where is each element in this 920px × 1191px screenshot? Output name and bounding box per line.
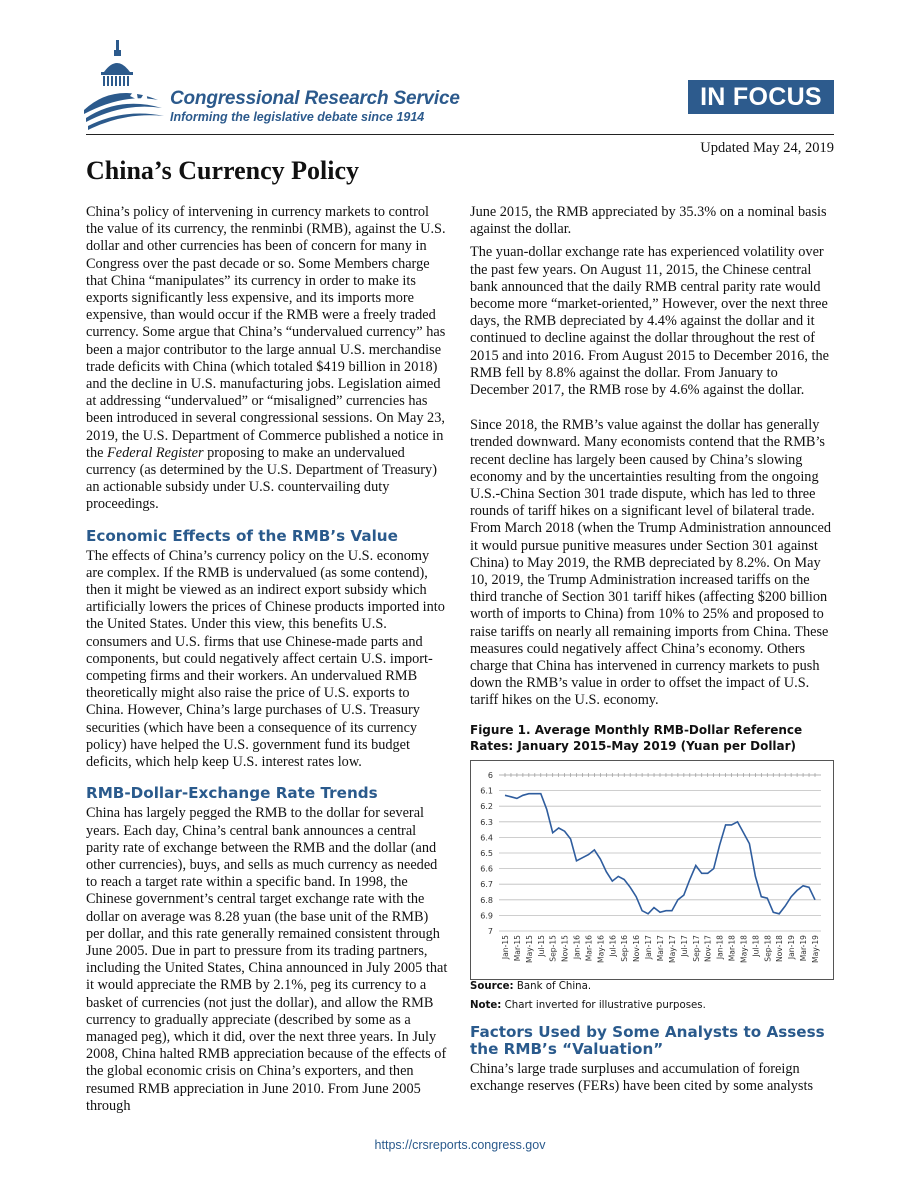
x-tick-label: Mar-18 bbox=[727, 934, 737, 961]
figure-title: Figure 1. Average Monthly RMB-Dollar Reference Rates: January 2015-May 2019 (Yuan per Dollar) bbox=[470, 722, 803, 753]
x-tick-label: Jan-18 bbox=[715, 934, 725, 959]
intro-text-b: proposing to make an undervalued currency (as determined by the U.S. Department of Treasury) an actionable subsidy under U.S. countervailing duty proceedings. bbox=[86, 444, 437, 513]
y-tick-label: 6.6 bbox=[480, 864, 493, 874]
x-tick-label: Nov-18 bbox=[775, 934, 785, 962]
capitol-dome-icon bbox=[84, 38, 174, 130]
y-tick-label: 6.8 bbox=[480, 895, 493, 905]
left-column bbox=[86, 204, 450, 1121]
source-label: Source: bbox=[470, 980, 514, 992]
x-tick-label: Mar-19 bbox=[799, 934, 809, 961]
crs-logo[interactable] bbox=[84, 38, 504, 130]
header-rule bbox=[86, 134, 834, 135]
y-tick-label: 6.3 bbox=[480, 817, 493, 827]
x-tick-label: Jul-16 bbox=[608, 934, 618, 957]
x-tick-label: Mar-15 bbox=[512, 934, 522, 961]
x-tick-label: Jul-15 bbox=[536, 934, 546, 957]
heading-factors: Factors Used by Some Analysts to Assess the RMB’s “Valuation” bbox=[470, 1022, 825, 1058]
x-tick-label: Nov-16 bbox=[632, 934, 642, 962]
trends-paragraph: China has largely pegged the RMB to the dollar for several years. Each day, China’s central bank announces a central parity rate of exchange between the RMB and the dollar (and other currencies), buys, and sells as much currency as needed to reach a target rate within a specific band. In 1998, the Chinese government’s central target exchange rate with the dollar on average was 8.28 yuan (the base unit of the RMB) per dollar, and this rate generally remained consistent through June 2005. Due in part to pressure from its trading partners, including the United States, China announced in July 2005 that it would appreciate the RMB by 2.1%, peg its currency to a basket of currencies (not just the dollar), and allow the RMB currency to gradually appreciate (described by some as a managed peg), which it did, over the next three years. In July 2008, China halted RMB appreciation because of the effects of the global economic crisis on China’s exporters, and then resumed RMB appreciation in June 2010. From June 2005 through bbox=[86, 805, 448, 1114]
x-tick-label: Mar-16 bbox=[584, 934, 594, 961]
paragraph-appreciation: June 2015, the RMB appreciated by 35.3% on a nominal basis against the dollar. bbox=[470, 204, 827, 238]
source-text: Bank of China. bbox=[513, 980, 592, 992]
intro-paragraph bbox=[86, 204, 450, 514]
heading-economic-effects: Economic Effects of the RMB’s Value bbox=[86, 526, 398, 545]
footer-url[interactable]: https://crsreports.congress.gov bbox=[374, 1138, 546, 1152]
effects-paragraph: The effects of China’s currency policy on the U.S. economy are complex. If the RMB is undervalued (as some contend), then it might be viewed as an indirect export subsidy which artificially lowers the prices of Chinese products imported into the United States. Under this view, this benefits U.S. consumers and U.S. firms that use Chinese-made parts and components, but could negatively affect certain U.S. import-competing firms and their workers. An undervalued RMB theoretically might also raise the price of U.S. exports to China. However, China’s large purchases of U.S. Treasury securities (which have been a consequence of its currency policy) have helped the U.S. government fund its budget deficits, which help keep U.S. interest rates low. bbox=[86, 547, 445, 771]
report-header bbox=[0, 0, 920, 185]
x-tick-label: Sep-15 bbox=[548, 934, 558, 962]
exchange-rate-chart bbox=[471, 761, 833, 979]
paragraph-gap bbox=[470, 405, 834, 417]
y-tick-label: 7 bbox=[487, 926, 493, 936]
note-text: Chart inverted for illustrative purposes. bbox=[501, 999, 706, 1011]
note-label: Note: bbox=[470, 999, 502, 1011]
x-tick-label: May-19 bbox=[811, 934, 820, 963]
x-tick-label: May-18 bbox=[739, 934, 749, 963]
x-tick-label: Sep-17 bbox=[691, 934, 701, 962]
y-tick-label: 6.9 bbox=[480, 911, 493, 921]
y-tick-label: 6.5 bbox=[480, 848, 493, 858]
figure-note bbox=[470, 999, 834, 1012]
x-tick-label: May-15 bbox=[524, 934, 534, 963]
in-focus-badge: IN FOCUS bbox=[688, 80, 834, 114]
x-tick-label: Jan-16 bbox=[572, 934, 582, 959]
updated-date: Updated May 24, 2019 bbox=[700, 140, 834, 156]
intro-text-a: China’s policy of intervening in currency markets to control the value of its currency, the renminbi (RMB), against the U.S. dollar and other currencies has been of concern for many in Congress over the past decade or so. Some Members charge that China “manipulates” its currency in order to make its exports significantly less expensive, and its imports more expensive, than would occur if the RMB were a freely traded currency. Some argue that China’s “undervalued currency” has been a major contributor to the large annual U.S. merchandise trade deficits with China (which totaled $419 billion in 2018) and the decline in U.S. manufacturing jobs. Legislation aimed at addressing “undervalued” or “misaligned” currencies has been introduced in several congressional sessions. On May 23, 2019, the U.S. Department of Commerce published a notice in the bbox=[86, 204, 446, 461]
heading-rate-trends: RMB-Dollar-Exchange Rate Trends bbox=[86, 784, 378, 803]
x-tick-label: May-17 bbox=[667, 934, 677, 963]
x-tick-label: Jan-19 bbox=[787, 934, 797, 959]
org-name: Congressional Research Service bbox=[170, 88, 460, 109]
figure-source bbox=[470, 980, 834, 993]
x-tick-label: May-16 bbox=[596, 934, 606, 963]
rate-series-line bbox=[505, 793, 815, 913]
chart-frame bbox=[470, 760, 834, 980]
x-tick-label: Jan-15 bbox=[501, 934, 510, 959]
right-column bbox=[470, 204, 834, 1101]
org-tagline: Informing the legislative debate since 1914 bbox=[170, 110, 425, 124]
page-title: China’s Currency Policy bbox=[86, 156, 359, 185]
federal-register-ref: Federal Register bbox=[107, 444, 204, 461]
paragraph-since-2018: Since 2018, the RMB’s value against the dollar has generally trended downward. Many economists contend that the RMB’s recent decline has largely been caused by China’s slowing economy and by the uncertainties resulting from the ongoing U.S.-China Section 301 trade dispute, which has led to three rounds of tariff hikes on a significant level of bilateral trade. From March 2018 (when the Trump Administration announced it would pursue punitive measures under Section 301 against China) to May 2019, the RMB depreciated by 8.2%. On May 10, 2019, the Trump Administration increased tariffs on the third tranche of Section 301 tariff hikes (affecting $200 billion worth of imports to China) from 10% to 25% and proposed to raise tariffs on nearly all remaining imports from China. These measures could negatively affect China’s economy. Others charge that China has intervened in currency markets to push down the RMB’s value in order to offset the impact of U.S. tariff hikes on the U.S. economy. bbox=[470, 417, 831, 709]
y-tick-label: 6.2 bbox=[480, 801, 493, 811]
x-tick-label: Mar-17 bbox=[656, 934, 665, 961]
y-tick-label: 6.4 bbox=[480, 833, 493, 843]
x-tick-label: Jul-17 bbox=[679, 934, 689, 957]
factors-paragraph: China’s large trade surpluses and accumulation of foreign exchange reserves (FERs) have been cited by some analysts bbox=[470, 1060, 814, 1094]
x-tick-label: Jan-17 bbox=[644, 934, 654, 959]
x-tick-label: Nov-15 bbox=[560, 934, 570, 962]
y-tick-label: 6.7 bbox=[480, 879, 493, 889]
paragraph-volatility: The yuan-dollar exchange rate has experienced volatility over the past few years. On August 11, 2015, the Chinese central bank announced that the daily RMB central parity rate would become more “market-oriented,” However, over the next three days, the RMB depreciated by 4.4% against the dollar and it continued to decline against the dollar throughout the rest of 2015 and into 2016. From August 2015 to December 2016, the RMB fell by 8.8% against the dollar. From January to December 2017, the RMB rose by 4.6% against the dollar. bbox=[470, 244, 829, 399]
x-tick-label: Sep-18 bbox=[763, 934, 773, 962]
x-tick-label: Sep-16 bbox=[620, 934, 630, 962]
y-tick-label: 6 bbox=[487, 770, 493, 780]
x-tick-label: Jul-18 bbox=[751, 934, 761, 957]
x-tick-label: Nov-17 bbox=[703, 934, 713, 962]
y-tick-label: 6.1 bbox=[480, 786, 493, 796]
